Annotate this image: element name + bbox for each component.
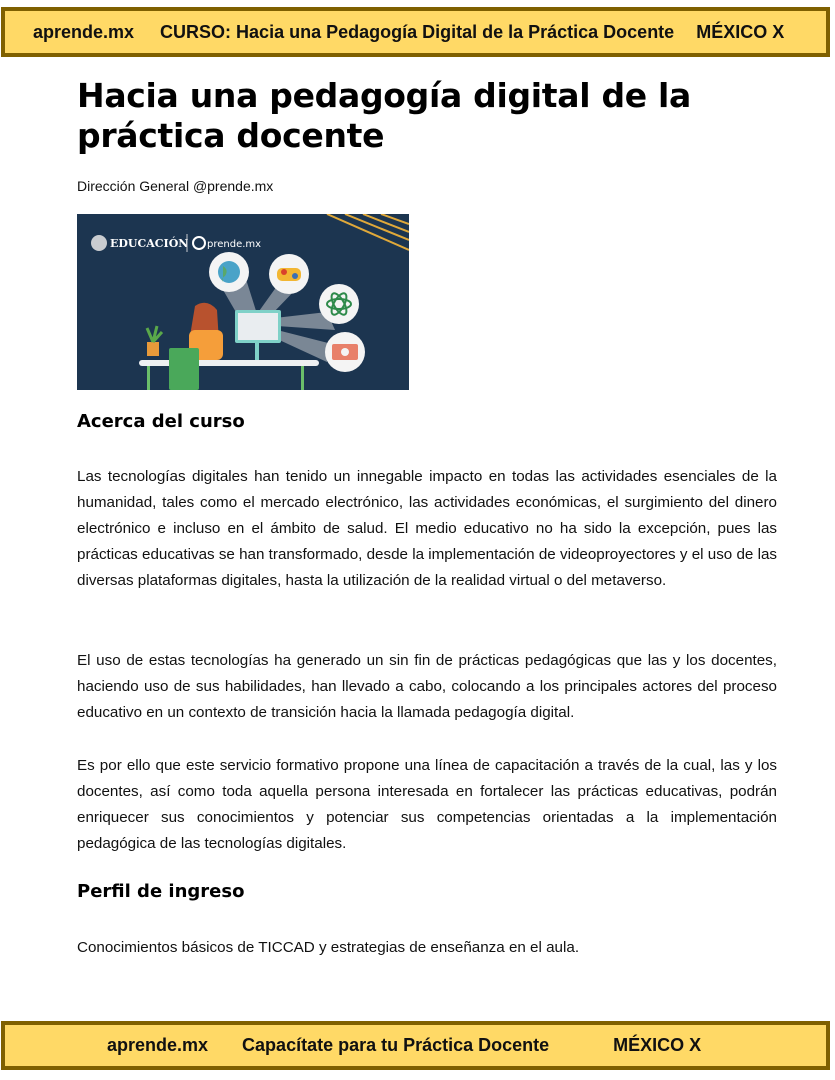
atom-icon [319, 284, 359, 324]
section-heading-profile: Perfil de ingreso [77, 881, 245, 902]
section-heading-about: Acerca del curso [77, 411, 245, 432]
desk-shape [139, 360, 319, 366]
plant-pot [147, 342, 159, 356]
svg-text:prende.mx: prende.mx [207, 239, 262, 250]
about-paragraph-1: Las tecnologías digitales han tenido un innegable impacto en todas las actividades esenciales de la humanidad, tales como el mercado electrónico, las actividades económicas, el surgimiento del dinero electrónico e incluso en el ámbito de salud. El medio educativo no ha sido la excepción, pues las prácticas educativas se han transformado, desde la implementación de videoproyectores y el uso de las diversas plataformas digitales, hasta la utilización de la realidad virtual o del metaverso. [77, 468, 777, 589]
document-header [77, 76, 777, 194]
chair-shape [169, 348, 199, 390]
gamepad-icon [269, 254, 309, 294]
author-line: Dirección General @prende.mx [77, 178, 274, 194]
footer-brand: MÉXICO X [613, 1035, 702, 1055]
hero-image [77, 214, 409, 390]
about-paragraph-2: El uso de estas tecnologías ha generado un sin fin de prácticas pedagógicas que las y los docentes, haciendo uso de sus habilidades, han llevado a cabo, colocando a los principales actores del proceso educativo en un contexto de transición hacia la llamada pedagogía digital. [77, 652, 777, 721]
header-site: aprende.mx [33, 21, 135, 42]
header-brand: MÉXICO X [696, 21, 785, 42]
profile-paragraph: Conocimientos básicos de TICCAD y estrategias de enseñanza en el aula. [77, 939, 580, 956]
footer-banner [1, 1021, 830, 1070]
globe-icon [209, 252, 249, 292]
header-course-title: CURSO: Hacia una Pedagogía Digital de la Práctica Docente [160, 21, 675, 42]
course-illustration [77, 214, 409, 390]
header-banner [1, 7, 830, 57]
footer-site: aprende.mx [107, 1035, 209, 1055]
about-paragraph-3: Es por ello que este servicio formativo propone una línea de capacitación a través de la cual, las y los docentes, así como toda aquella persona interesada en fortalecer las prácticas educativas, podrán enriquecer sus conocimientos y potenciar sus competencias orientadas a la implementación pedagógica de las tecnologías digitales. [77, 757, 777, 852]
svg-text:EDUCACIÓN: EDUCACIÓN [110, 237, 189, 250]
page-title: Hacia una pedagogía digital de la práctica docente [77, 76, 692, 155]
video-icon [325, 332, 365, 372]
footer-slogan: Capacítate para tu Práctica Docente [242, 1035, 550, 1055]
